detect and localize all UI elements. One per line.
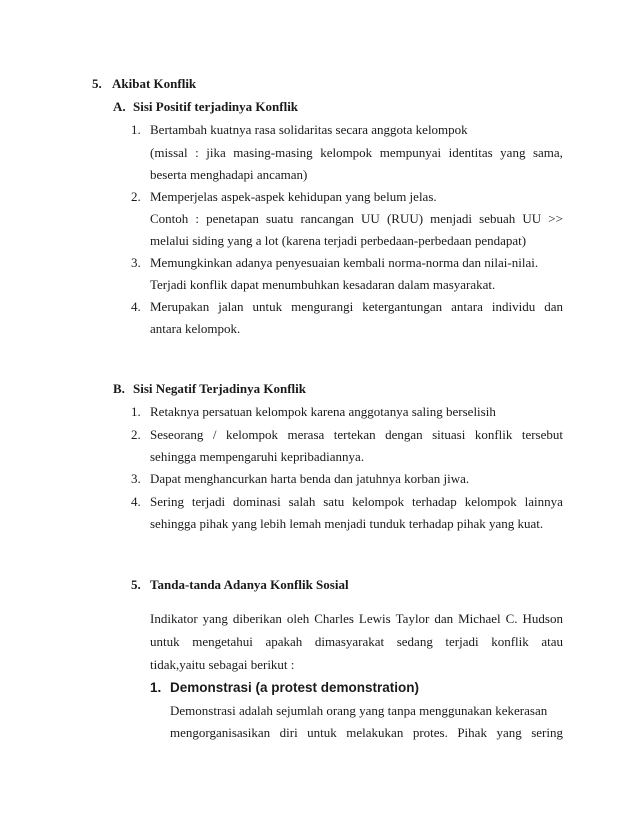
word: terhadap [412,494,457,509]
word: Seseorang [150,427,204,442]
list-item-text: Dapat menghancurkan harta benda dan jatuhnya korban jiwa. [150,471,470,486]
word: sama, [532,145,563,160]
list-item-text: Memperjelas aspek-aspek kehidupan yang belum jelas. [150,189,437,204]
word: lainnya [524,494,563,509]
list-number: 1. [131,122,141,137]
word: tertekan [333,427,376,442]
word: suatu [265,211,294,226]
word: Pihak [457,725,487,740]
list-item-text: melalui siding yang a lot (karena terjadi perbedaan-perbedaan pendapat) [150,233,527,248]
list-item-text [150,145,563,161]
word: kelompok [352,494,405,509]
word: yang [202,611,228,626]
list-item-text [150,494,563,510]
list-number: 3. [131,471,141,486]
word: dimasyarakat [314,634,385,649]
word: Indikator [150,611,198,626]
word: mengurangi [291,299,354,314]
word: protes. [412,725,448,740]
list-item-text: antara kelompok. [150,321,241,336]
word: kelompok [226,427,278,442]
list-item-text [150,427,563,443]
list-item-text [150,211,563,227]
list-item-text: sehingga mempengaruhi kepribadiannya. [150,449,365,464]
word: apakah [265,634,303,649]
word: masing-masing [233,145,313,160]
paragraph-text: Demonstrasi adalah sejumlah orang yang tanpa menggunakan kekerasan [170,703,548,718]
word: Merupakan [150,299,210,314]
word: salah [288,494,316,509]
section-title: Akibat Konflik [112,76,197,91]
word: merasa [287,427,325,442]
word: Contoh [150,211,189,226]
word: dan [434,611,454,626]
list-number: 1. [131,404,141,419]
paragraph-text: tidak,yaitu sebagai berikut : [150,657,295,672]
word: dengan [385,427,423,442]
list-number: 4. [131,299,141,314]
word: Sering [150,494,184,509]
list-item-text: Terjadi konflik dapat menumbuhkan kesadaran dalam masyarakat. [150,277,496,292]
word: satu [323,494,345,509]
word: untuk [307,725,337,740]
word: >> [548,211,563,226]
paragraph-text [150,634,563,650]
word: UU [522,211,542,226]
subsection-title: Sisi Positif terjadinya Konflik [133,99,299,114]
list-item-text: Bertambah kuatnya rasa solidaritas secara anggota kelompok [150,122,468,137]
word: yang [496,725,522,740]
list-number: 2. [131,189,141,204]
word: sering [531,725,563,740]
list-item-text: beserta menghadapi ancaman) [150,167,308,182]
word: Taylor [395,611,430,626]
word: C. [505,611,518,626]
word: ketergantungan [362,299,443,314]
word: jika [206,145,226,160]
paragraph-text [170,725,563,741]
word: atau [541,634,563,649]
list-item-text: Retaknya persatuan kelompok karena anggotanya saling berselisih [150,404,496,419]
list-item-text: Memungkinkan adanya penyesuaian kembali norma-norma dan nilai-nilai. [150,255,539,270]
word: mengetahui [192,634,253,649]
word: antara [451,299,483,314]
section-number: 5. [131,577,141,592]
word: : [195,211,200,226]
word: tersebut [521,427,563,442]
word: Charles [314,611,354,626]
list-item-title: Demonstrasi (a protest demonstration) [170,680,420,695]
section-number: 5. [92,76,102,91]
word: identitas [448,145,493,160]
subsection-title: Sisi Negatif Terjadinya Konflik [133,381,306,396]
word: konflik [474,427,513,442]
word: sebuah [479,211,516,226]
list-number: 3. [131,255,141,270]
word: Lewis [358,611,391,626]
word: untuk [252,299,283,314]
list-item-text: sehingga pihak yang lebih lemah menjadi tunduk terhadap pihak yang kuat. [150,516,544,531]
subsection-letter: B. [113,381,125,396]
section-title: Tanda-tanda Adanya Konflik Sosial [150,577,349,592]
list-number: 4. [131,494,141,509]
word: UU [361,211,380,226]
word: untuk [150,634,180,649]
word: mempunyai [379,145,442,160]
word: oleh [286,611,310,626]
word: / [212,427,217,442]
word: jalan [218,299,244,314]
list-number: 1. [150,680,162,695]
word: rancangan [300,211,354,226]
word: situasi [432,427,466,442]
word: (RUU) [386,211,424,226]
word: diri [279,725,298,740]
word: terjadi [191,494,226,509]
word: (missal [150,145,188,160]
word: konflik [491,634,529,649]
word: penetapan [206,211,259,226]
word: melakukan [346,725,404,740]
word: menjadi [430,211,473,226]
word: yang [500,145,526,160]
word: diberikan [232,611,282,626]
list-number: 2. [131,427,141,442]
subsection-letter: A. [113,99,126,114]
word: sedang [396,634,433,649]
word: terjadi [445,634,479,649]
word: individu [491,299,536,314]
word: Michael [458,611,501,626]
list-item-text [150,299,563,315]
word: : [195,145,199,160]
word: dominasi [233,494,281,509]
paragraph-text [150,611,563,627]
word: dan [544,299,563,314]
word: Hudson [522,611,563,626]
word: mengorganisasikan [170,725,271,740]
word: kelompok [464,494,517,509]
word: kelompok [320,145,373,160]
